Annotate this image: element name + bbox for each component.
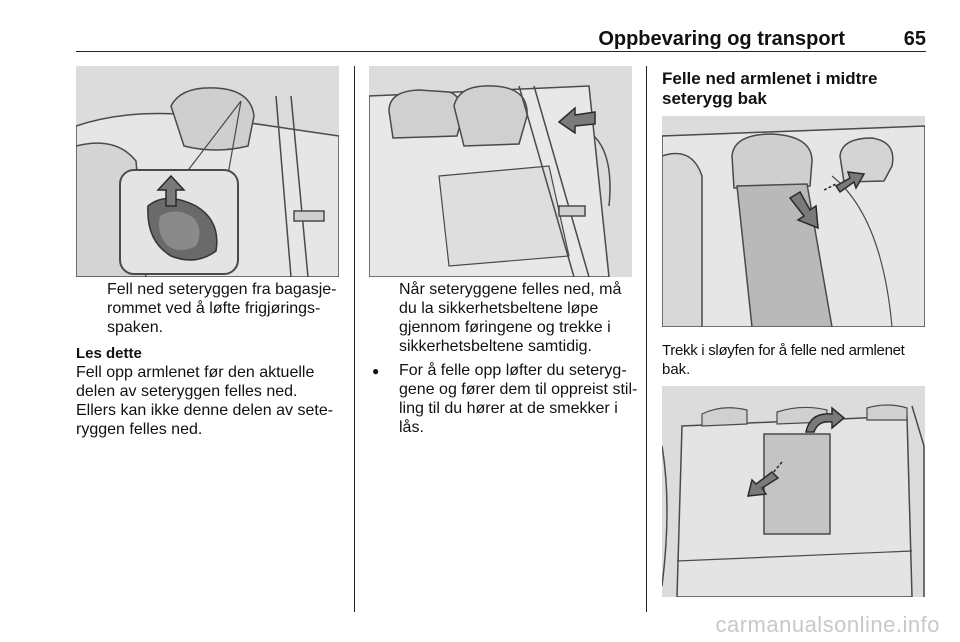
caption-line: rommet ved å løfte frigjørings- [107, 300, 321, 317]
watermark: carmanualsonline.info [715, 612, 940, 637]
body-line: Trekk i sløyfen for å felle ned armlenet [662, 342, 905, 359]
figure-seatbelt-guides [369, 66, 632, 277]
note-line: Fell opp armlenet før den aktuelle [76, 364, 315, 381]
caption-line: spaken. [107, 319, 164, 336]
caption-line: sikkerhetsbeltene samtidig. [399, 338, 592, 355]
note-line: delen av seteryggen felles ned. [76, 383, 298, 400]
arrow-up-icon [156, 174, 186, 208]
header-divider [76, 51, 926, 52]
figure-loop-trunk-illustration [662, 386, 925, 597]
figure-seatbelt-guides-illustration [369, 66, 632, 277]
arrow-up-right-icon [822, 166, 866, 196]
figure-release-lever-illustration [76, 66, 339, 277]
column-divider-2 [646, 66, 647, 612]
bullet-line: For å felle opp løfter du seteryg- [399, 362, 627, 379]
arrow-curved-icon [802, 406, 846, 436]
bullet-icon: ● [372, 364, 380, 378]
caption-line: gjennom føringene og trekke i [399, 319, 611, 336]
arrow-down-right-icon [786, 190, 826, 230]
caption-line: Når seteryggene felles ned, må [399, 281, 622, 298]
note-line: Ellers kan ikke denne delen av sete- [76, 402, 334, 419]
section-heading: seterygg bak [662, 89, 767, 108]
caption-line: du la sikkerhetsbeltene løpe [399, 300, 599, 317]
caption-line: Fell ned seteryggen fra bagasje- [107, 281, 337, 298]
figure-armrest-fold [662, 116, 925, 327]
note-line: ryggen felles ned. [76, 421, 203, 438]
page-header-title: Oppbevaring og transport [598, 28, 845, 50]
bullet-line: ling til du hører at de smekker i [399, 400, 618, 417]
figure-release-lever [76, 66, 339, 277]
column-divider-1 [354, 66, 355, 612]
arrow-down-left-icon [746, 460, 786, 500]
body-line: bak. [662, 361, 691, 378]
section-heading: Felle ned armlenet i midtre [662, 69, 878, 88]
figure-loop-trunk [662, 386, 925, 597]
bullet-line: gene og fører dem til oppreist stil- [399, 381, 638, 398]
page-number: 65 [903, 28, 926, 50]
bullet-line: lås. [399, 419, 424, 436]
arrow-left-icon [557, 104, 597, 134]
note-label: Les dette [76, 345, 142, 362]
